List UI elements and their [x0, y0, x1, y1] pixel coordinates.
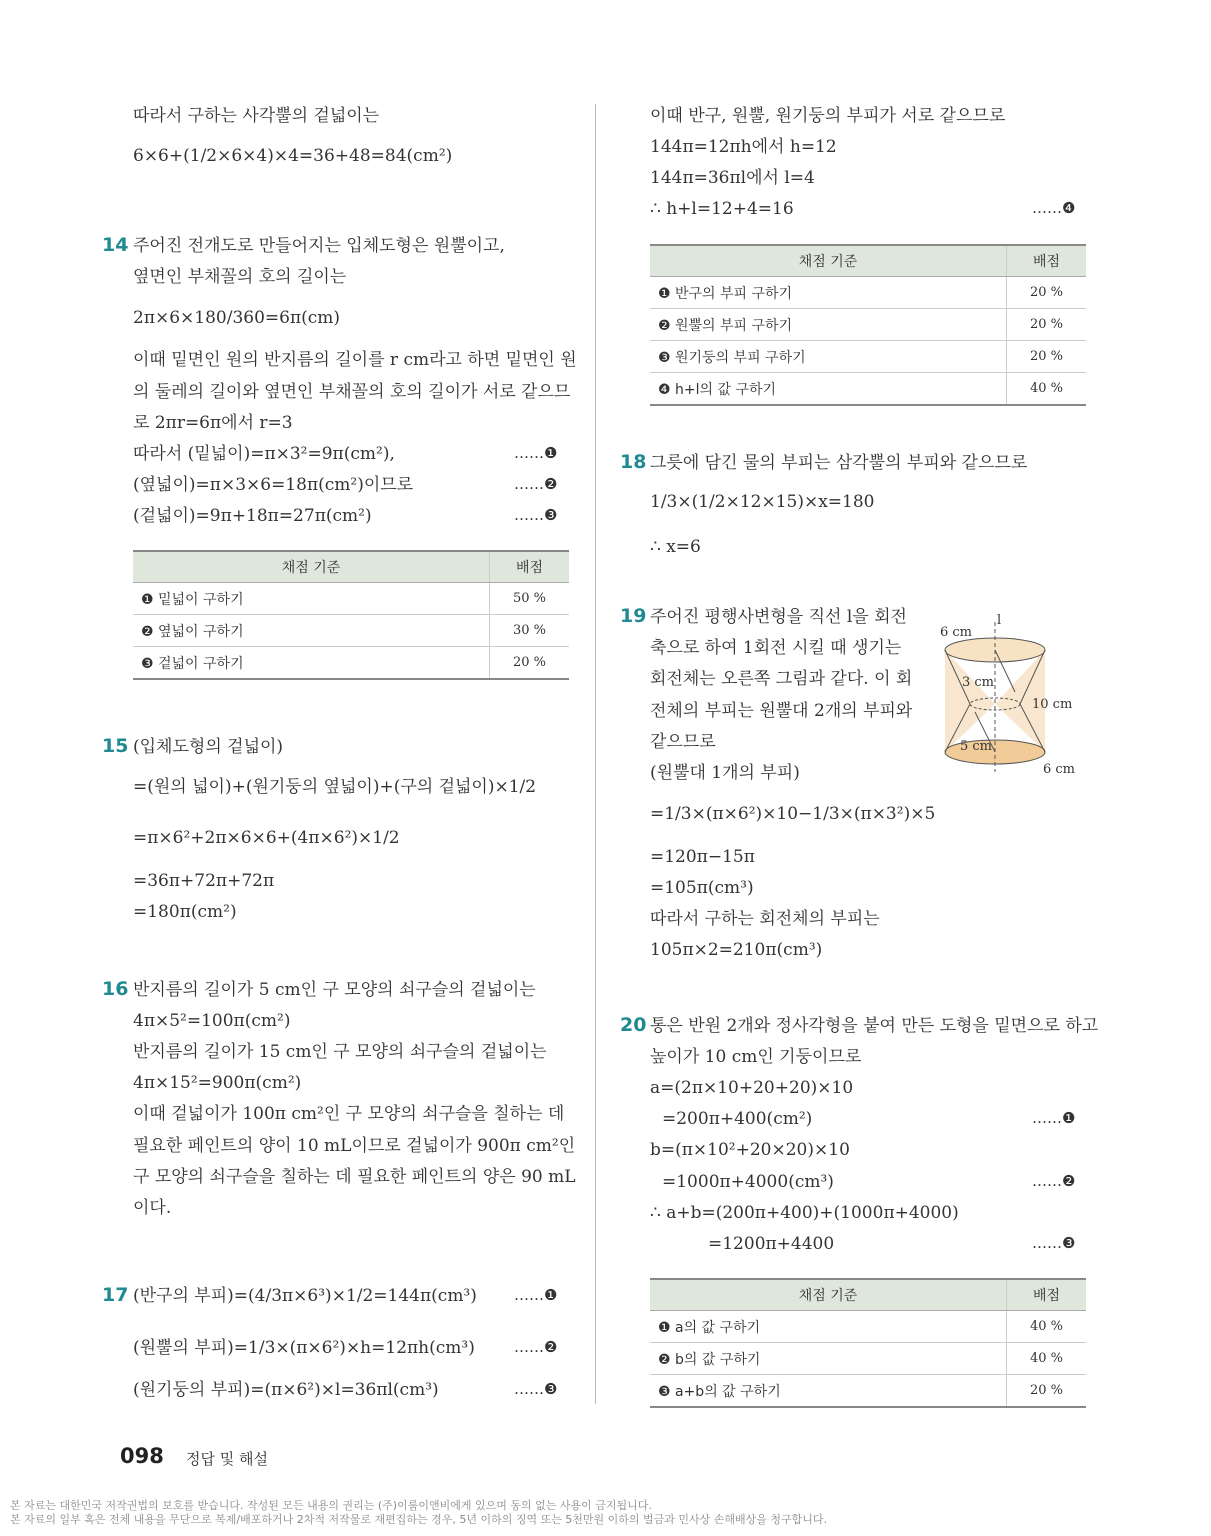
p18-line-2: 1/3×(1/2×12×15)×x=180 [650, 492, 875, 512]
criteria-cell: ❶ 반구의 부피 구하기 [650, 277, 1007, 309]
fig-label-bottom: 6 cm [1043, 762, 1076, 777]
criteria-cell: ❷ 옆넓이 구하기 [133, 615, 490, 647]
points-cell: 20 % [1007, 309, 1087, 341]
p19-line-7: =1/3×(π×6²)×10−1/3×(π×3²)×5 [650, 804, 936, 824]
criteria-cell: ❸ 원기둥의 부피 구하기 [650, 341, 1007, 373]
problem-15-number: 15 [102, 735, 129, 757]
p19-line-9: =105π(cm³) [650, 878, 754, 898]
problem-17-number: 17 [102, 1284, 129, 1306]
p14-scoring-table [133, 550, 569, 680]
table-row [650, 341, 1086, 373]
p17-mark-2: ……❷ [514, 1338, 558, 1356]
criteria-cell: ❷ 원뿔의 부피 구하기 [650, 309, 1007, 341]
p14-line-3: 2π×6×180/360=6π(cm) [133, 308, 341, 328]
criteria-cell: ❸ a+b의 값 구하기 [650, 1375, 1007, 1408]
p19-line-8: =120π−15π [650, 847, 755, 867]
table-row [650, 373, 1086, 406]
p14-line-2: 옆면인 부채꼴의 호의 길이는 [133, 267, 347, 287]
p15-line-2: =(원의 넓이)+(원기둥의 옆넓이)+(구의 겉넓이)×1/2 [133, 777, 537, 797]
table-row [650, 309, 1086, 341]
table-header-points: 배점 [490, 551, 570, 583]
copyright-line-1: 본 자료는 대한민국 저작권법의 보호를 받습니다. 작성된 모든 내용의 권리는 (주)이룸이앤비에게 있으며 동의 없는 사용이 금지됩니다. [10, 1499, 652, 1512]
p19-line-1: 주어진 평행사변형을 직선 l을 회전 [650, 607, 907, 627]
points-cell: 20 % [1007, 277, 1087, 309]
p20-mark-2: ……❷ [1032, 1172, 1076, 1190]
p16-line-6: 필요한 페인트의 양이 10 mL이므로 겉넓이가 900π cm²인 [133, 1136, 576, 1156]
points-cell: 40 % [1007, 1311, 1087, 1343]
p16-line-2: 4π×5²=100π(cm²) [133, 1011, 291, 1031]
table-row [133, 647, 569, 680]
p17-line-2: (원뿔의 부피)=1/3×(π×6²)×h=12πh(cm³) [133, 1338, 475, 1358]
table-row [133, 615, 569, 647]
p15-line-3: =π×6²+2π×6×6+(4π×6²)×1/2 [133, 828, 400, 848]
points-cell: 40 % [1007, 1343, 1087, 1375]
p16-line-8: 이다. [133, 1198, 172, 1218]
p19-line-6: (원뿔대 1개의 부피) [650, 763, 800, 783]
points-cell: 20 % [1007, 341, 1087, 373]
footer-title: 정답 및 해설 [186, 1450, 268, 1468]
table-header-criteria: 채점 기준 [133, 551, 490, 583]
p17-line-1: (반구의 부피)=(4/3π×6³)×1/2=144π(cm³) [133, 1286, 477, 1306]
problem-14-number: 14 [102, 234, 129, 256]
intro-line-2: 6×6+(1/2×6×4)×4=36+48=84(cm²) [133, 146, 453, 166]
problem-16-number: 16 [102, 978, 129, 1000]
intro-line-1: 따라서 구하는 사각뿔의 겉넓이는 [133, 106, 380, 126]
p17-mark-1: ……❶ [514, 1286, 558, 1304]
p17c-line-1: 이때 반구, 원뿔, 원기둥의 부피가 서로 같으므로 [650, 106, 1006, 126]
p20-scoring-table [650, 1278, 1086, 1408]
p20-line-6: =1000π+4000(cm³) [662, 1172, 834, 1192]
p17c-line-2: 144π=12πh에서 h=12 [650, 137, 837, 157]
p14-line-9: (겉넓이)=9π+18π=27π(cm²) [133, 506, 372, 526]
p15-line-1: (입체도형의 겉넓이) [133, 737, 284, 757]
p16-line-4: 4π×15²=900π(cm²) [133, 1073, 302, 1093]
table-header-criteria: 채점 기준 [650, 1279, 1007, 1311]
p20-mark-3: ……❸ [1032, 1234, 1076, 1252]
table-row [133, 583, 569, 615]
points-cell: 30 % [490, 615, 570, 647]
p16-line-7: 구 모양의 쇠구슬을 칠하는 데 필요한 페인트의 양은 90 mL [133, 1167, 576, 1187]
criteria-cell: ❷ b의 값 구하기 [650, 1343, 1007, 1375]
points-cell: 40 % [1007, 373, 1087, 406]
p19-line-2: 축으로 하여 1회전 시킬 때 생기는 [650, 638, 902, 658]
p18-line-1: 그릇에 담긴 물의 부피는 삼각뿔의 부피와 같으므로 [650, 453, 1028, 473]
points-cell: 20 % [1007, 1375, 1087, 1408]
p14-mark-1: ……❶ [514, 444, 558, 462]
p17-mark-3: ……❸ [514, 1380, 558, 1398]
problem-20-number: 20 [620, 1014, 647, 1036]
fig-axis-label: l [997, 613, 1002, 628]
criteria-cell: ❶ a의 값 구하기 [650, 1311, 1007, 1343]
table-row [650, 1343, 1086, 1375]
p20-line-4: =200π+400(cm²) [662, 1109, 813, 1129]
p19-line-10: 따라서 구하는 회전체의 부피는 [650, 909, 880, 929]
criteria-cell: ❶ 밑넓이 구하기 [133, 583, 490, 615]
p19-line-5: 같으므로 [650, 732, 716, 752]
p20-line-3: a=(2π×10+20+20)×10 [650, 1078, 854, 1098]
table-header-points: 배점 [1007, 245, 1087, 277]
problem-18-number: 18 [620, 451, 647, 473]
p14-mark-2: ……❷ [514, 475, 558, 493]
table-row [650, 1375, 1086, 1408]
p15-line-4: =36π+72π+72π [133, 871, 275, 891]
p14-line-1: 주어진 전개도로 만들어지는 입체도형은 원뿔이고, [133, 236, 505, 256]
column-divider [595, 104, 596, 1404]
copyright-line-2: 본 자료의 일부 혹은 전체 내용을 무단으로 복제/배포하거나 2차적 저작물로 재편집하는 경우, 5년 이하의 징역 또는 5천만원 이하의 벌금과 민사상 손해배상을 청구합니다. [10, 1513, 828, 1526]
table-row [650, 277, 1086, 309]
fig-label-mid: 3 cm [962, 675, 995, 690]
points-cell: 20 % [490, 647, 570, 680]
p19-line-4: 전체의 부피는 원뿔대 2개의 부피와 [650, 701, 913, 721]
p14-line-5: 의 둘레의 길이와 옆면인 부채꼴의 호의 길이가 서로 같으므 [133, 382, 571, 402]
p17-scoring-table [650, 244, 1086, 406]
p20-mark-1: ……❶ [1032, 1109, 1076, 1127]
p14-mark-3: ……❸ [514, 506, 558, 524]
p16-line-1: 반지름의 길이가 5 cm인 구 모양의 쇠구슬의 겉넓이는 [133, 980, 536, 1000]
table-row [650, 1311, 1086, 1343]
p20-line-7: ∴ a+b=(200π+400)+(1000π+4000) [650, 1203, 959, 1223]
points-cell: 50 % [490, 583, 570, 615]
p16-line-5: 이때 겉넓이가 100π cm²인 구 모양의 쇠구슬을 칠하는 데 [133, 1104, 565, 1124]
fig-label-top: 6 cm [940, 625, 973, 640]
table-header-criteria: 채점 기준 [650, 245, 1007, 277]
p14-line-4: 이때 밑면인 원의 반지름의 길이를 r cm라고 하면 밑면인 원 [133, 350, 577, 370]
criteria-cell: ❹ h+l의 값 구하기 [650, 373, 1007, 406]
p19-line-11: 105π×2=210π(cm³) [650, 940, 823, 960]
p20-line-8: =1200π+4400 [708, 1234, 835, 1254]
p17-line-3: (원기둥의 부피)=(π×6²)×l=36πl(cm³) [133, 1380, 439, 1400]
table-header-points: 배점 [1007, 1279, 1087, 1311]
problem-19-number: 19 [620, 605, 647, 627]
rotation-solid-figure [930, 612, 1080, 782]
p14-line-8: (옆넓이)=π×3×6=18π(cm²)이므로 [133, 475, 414, 495]
p20-line-5: b=(π×10²+20×20)×10 [650, 1140, 850, 1160]
p17c-line-4: ∴ h+l=12+4=16 [650, 199, 794, 219]
p16-line-3: 반지름의 길이가 15 cm인 구 모양의 쇠구슬의 겉넓이는 [133, 1042, 547, 1062]
fig-label-side: 10 cm [1032, 697, 1073, 712]
fig-label-low: 5 cm [960, 739, 993, 754]
p17c-line-3: 144π=36πl에서 l=4 [650, 168, 815, 188]
p15-line-5: =180π(cm²) [133, 902, 237, 922]
p14-line-6: 로 2πr=6π에서 r=3 [133, 413, 293, 433]
page-number: 098 [120, 1444, 164, 1468]
criteria-cell: ❸ 겉넓이 구하기 [133, 647, 490, 680]
p20-line-1: 통은 반원 2개와 정사각형을 붙여 만든 도형을 밑면으로 하고 [650, 1016, 1099, 1036]
p14-line-7: 따라서 (밑넓이)=π×3²=9π(cm²), [133, 444, 395, 464]
p17c-mark-4: ……❹ [1032, 199, 1076, 217]
p20-line-2: 높이가 10 cm인 기둥이므로 [650, 1047, 862, 1067]
p18-line-3: ∴ x=6 [650, 537, 701, 557]
p19-line-3: 회전체는 오른쪽 그림과 같다. 이 회 [650, 669, 913, 689]
